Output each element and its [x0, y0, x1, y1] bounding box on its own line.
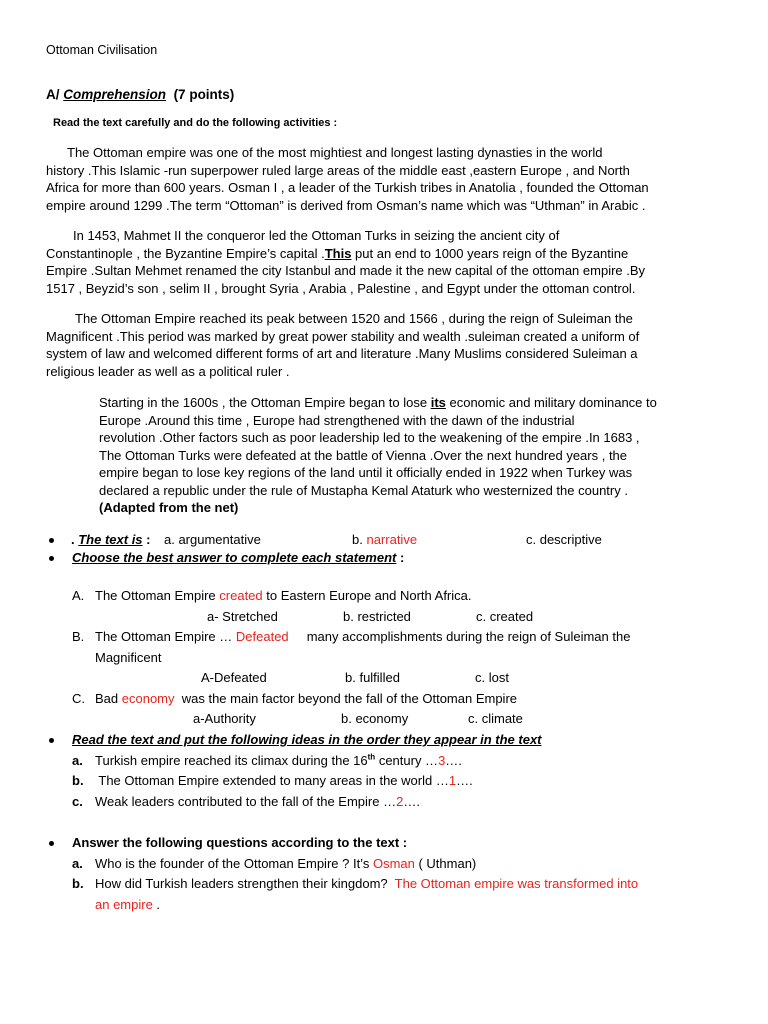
q2-a-opt3: c. created — [476, 609, 534, 624]
q2-item-b-cont: Magnificent — [95, 650, 162, 665]
q2-b-opt1: A-Defeated — [201, 670, 267, 685]
bullet-q2 — [49, 556, 54, 561]
q2-item-c-answer: economy — [121, 691, 175, 706]
q2-item-a-letter: A. — [72, 588, 85, 603]
q4-item-b-answer: The Ottoman empire was transformed into — [394, 876, 639, 891]
q4-item-b-answer-cont: an empire — [95, 897, 153, 912]
q2-a-opt1: a- Stretched — [207, 609, 278, 624]
source-note: (Adapted from the net) — [99, 500, 239, 515]
q3-item-c: Weak leaders contributed to the fall of the Empire …2…. — [95, 794, 420, 809]
q2-item-a-answer: created — [219, 588, 263, 603]
q2-item-b-answer: Defeated — [235, 629, 289, 644]
section-a-points: (7 points) — [173, 87, 235, 102]
q3-item-a-answer: 3 — [438, 753, 446, 768]
q2-title: Choose the best answer to complete each statement — [72, 550, 397, 565]
q1-option-a: a. argumentative — [164, 532, 261, 547]
question-2: Choose the best answer to complete each statement : — [72, 550, 405, 565]
question-4-title: Answer the following questions according to the text : — [72, 835, 408, 850]
bullet-q1 — [49, 538, 54, 543]
q3-item-c-answer: 2 — [396, 794, 404, 809]
paragraph-4: Starting in the 1600s , the Ottoman Empire began to lose its economic and military dominance to Europe .Around this time , Europe had strengthened with the dawn of the industrial revolution .Other factors such as poor leadership led to the weakening of the empire .In 1683 , The Ottoman Turks were defeated at the battle of Vienna .Over the next hundred years , the empire began to lose key regions of the land until it officially ended in 1922 when Turkey was declared a republic under the rule of Mustapha Kemal Ataturk who westernized the country . (Adapted from the net) — [99, 395, 657, 515]
q3-item-a-letter: a. — [72, 753, 83, 768]
q2-item-c-letter: C. — [72, 691, 85, 706]
q3-item-c-letter: c. — [72, 794, 83, 809]
paragraph-1: The Ottoman empire was one of the most mightiest and longest lasting dynasties in the world history .This Islamic -run superpower ruled large areas of the middle east ,eastern Europe , and North Africa for more than 600 years. Osman I , a leader of the Turkish tribes in Anatolia , founded the Ottoman empire around 1299 .The term “Ottoman” is derived from Osman’s name which was “Uthman” in Arabic . — [46, 145, 649, 213]
q4-item-a-answer: Osman — [372, 856, 415, 871]
q4-item-b: How did Turkish leaders strengthen their kingdom? The Ottoman empire was transformed into — [95, 876, 639, 891]
underlined-this: This — [324, 245, 352, 261]
q2-b-opt2: b. fulfilled — [345, 670, 400, 685]
q2-c-opt1: a-Authority — [193, 711, 256, 726]
q3-item-b: The Ottoman Empire extended to many areas in the world …1…. — [95, 773, 473, 788]
q3-item-b-letter: b. — [72, 773, 84, 788]
question-1: . The text is : — [71, 532, 151, 547]
q2-c-opt2: b. economy — [341, 711, 409, 726]
section-a-title: Comprehension — [63, 87, 167, 102]
bullet-q3 — [49, 738, 54, 743]
instructions: Read the text carefully and do the following activities : — [53, 117, 338, 129]
section-a-prefix: A/ — [46, 87, 60, 102]
q2-item-c: Bad economy was the main factor beyond the fall of the Ottoman Empire — [95, 691, 518, 706]
q1-label: The text is — [78, 532, 143, 547]
q4-item-b-cont: an empire . — [95, 897, 161, 912]
q2-item-b-letter: B. — [72, 629, 85, 644]
underlined-its: its — [430, 395, 446, 410]
q2-item-b: The Ottoman Empire … Defeated many accomplishments during the reign of Suleiman the — [95, 629, 631, 644]
q2-item-a: The Ottoman Empire created to Eastern Europe and North Africa. — [95, 588, 472, 603]
q1-option-c: c. descriptive — [526, 532, 602, 547]
q3-item-a: Turkish empire reached its climax during the 16th century …3…. — [95, 752, 462, 768]
q2-b-opt3: c. lost — [475, 670, 509, 685]
q4-item-a-letter: a. — [72, 856, 83, 871]
q3-item-b-answer: 1 — [448, 773, 457, 788]
q4-item-a: Who is the founder of the Ottoman Empire ? It’s Osman ( Uthman) — [95, 856, 477, 871]
document-title: Ottoman Civilisation — [46, 43, 158, 57]
q1-answer: narrative — [366, 532, 418, 547]
paragraph-2: In 1453, Mahmet II the conqueror led the Ottoman Turks in seizing the ancient city of Constantinople , the Byzantine Empire’s capital .This put an end to 1000 years reign of the Byzantine Empire .Sultan Mehmet renamed the city Istanbul and made it the new capital of the ottoman empire .By 1517 , Beyzid’s son , selim II , brought Syria , Arabia , Palestine , and Egypt under the ottoman control. — [46, 228, 646, 296]
paragraph-3: The Ottoman Empire reached its peak between 1520 and 1566 , during the reign of Suleiman the Magnificent .This period was marked by great power stability and wealth .suleiman created a uniform of system of law and welcomed different forms of art and literature .Many Muslims considered Suleiman a religious leader as well as a political ruler . — [46, 311, 640, 379]
q1-option-b: b. narrative — [352, 532, 418, 547]
q2-a-opt2: b. restricted — [343, 609, 411, 624]
question-3-title: Read the text and put the following ideas in the order they appear in the text — [72, 732, 542, 747]
bullet-q4 — [49, 841, 54, 846]
q4-item-b-letter: b. — [72, 876, 84, 891]
q2-c-opt3: c. climate — [468, 711, 523, 726]
section-a-heading — [46, 87, 234, 102]
